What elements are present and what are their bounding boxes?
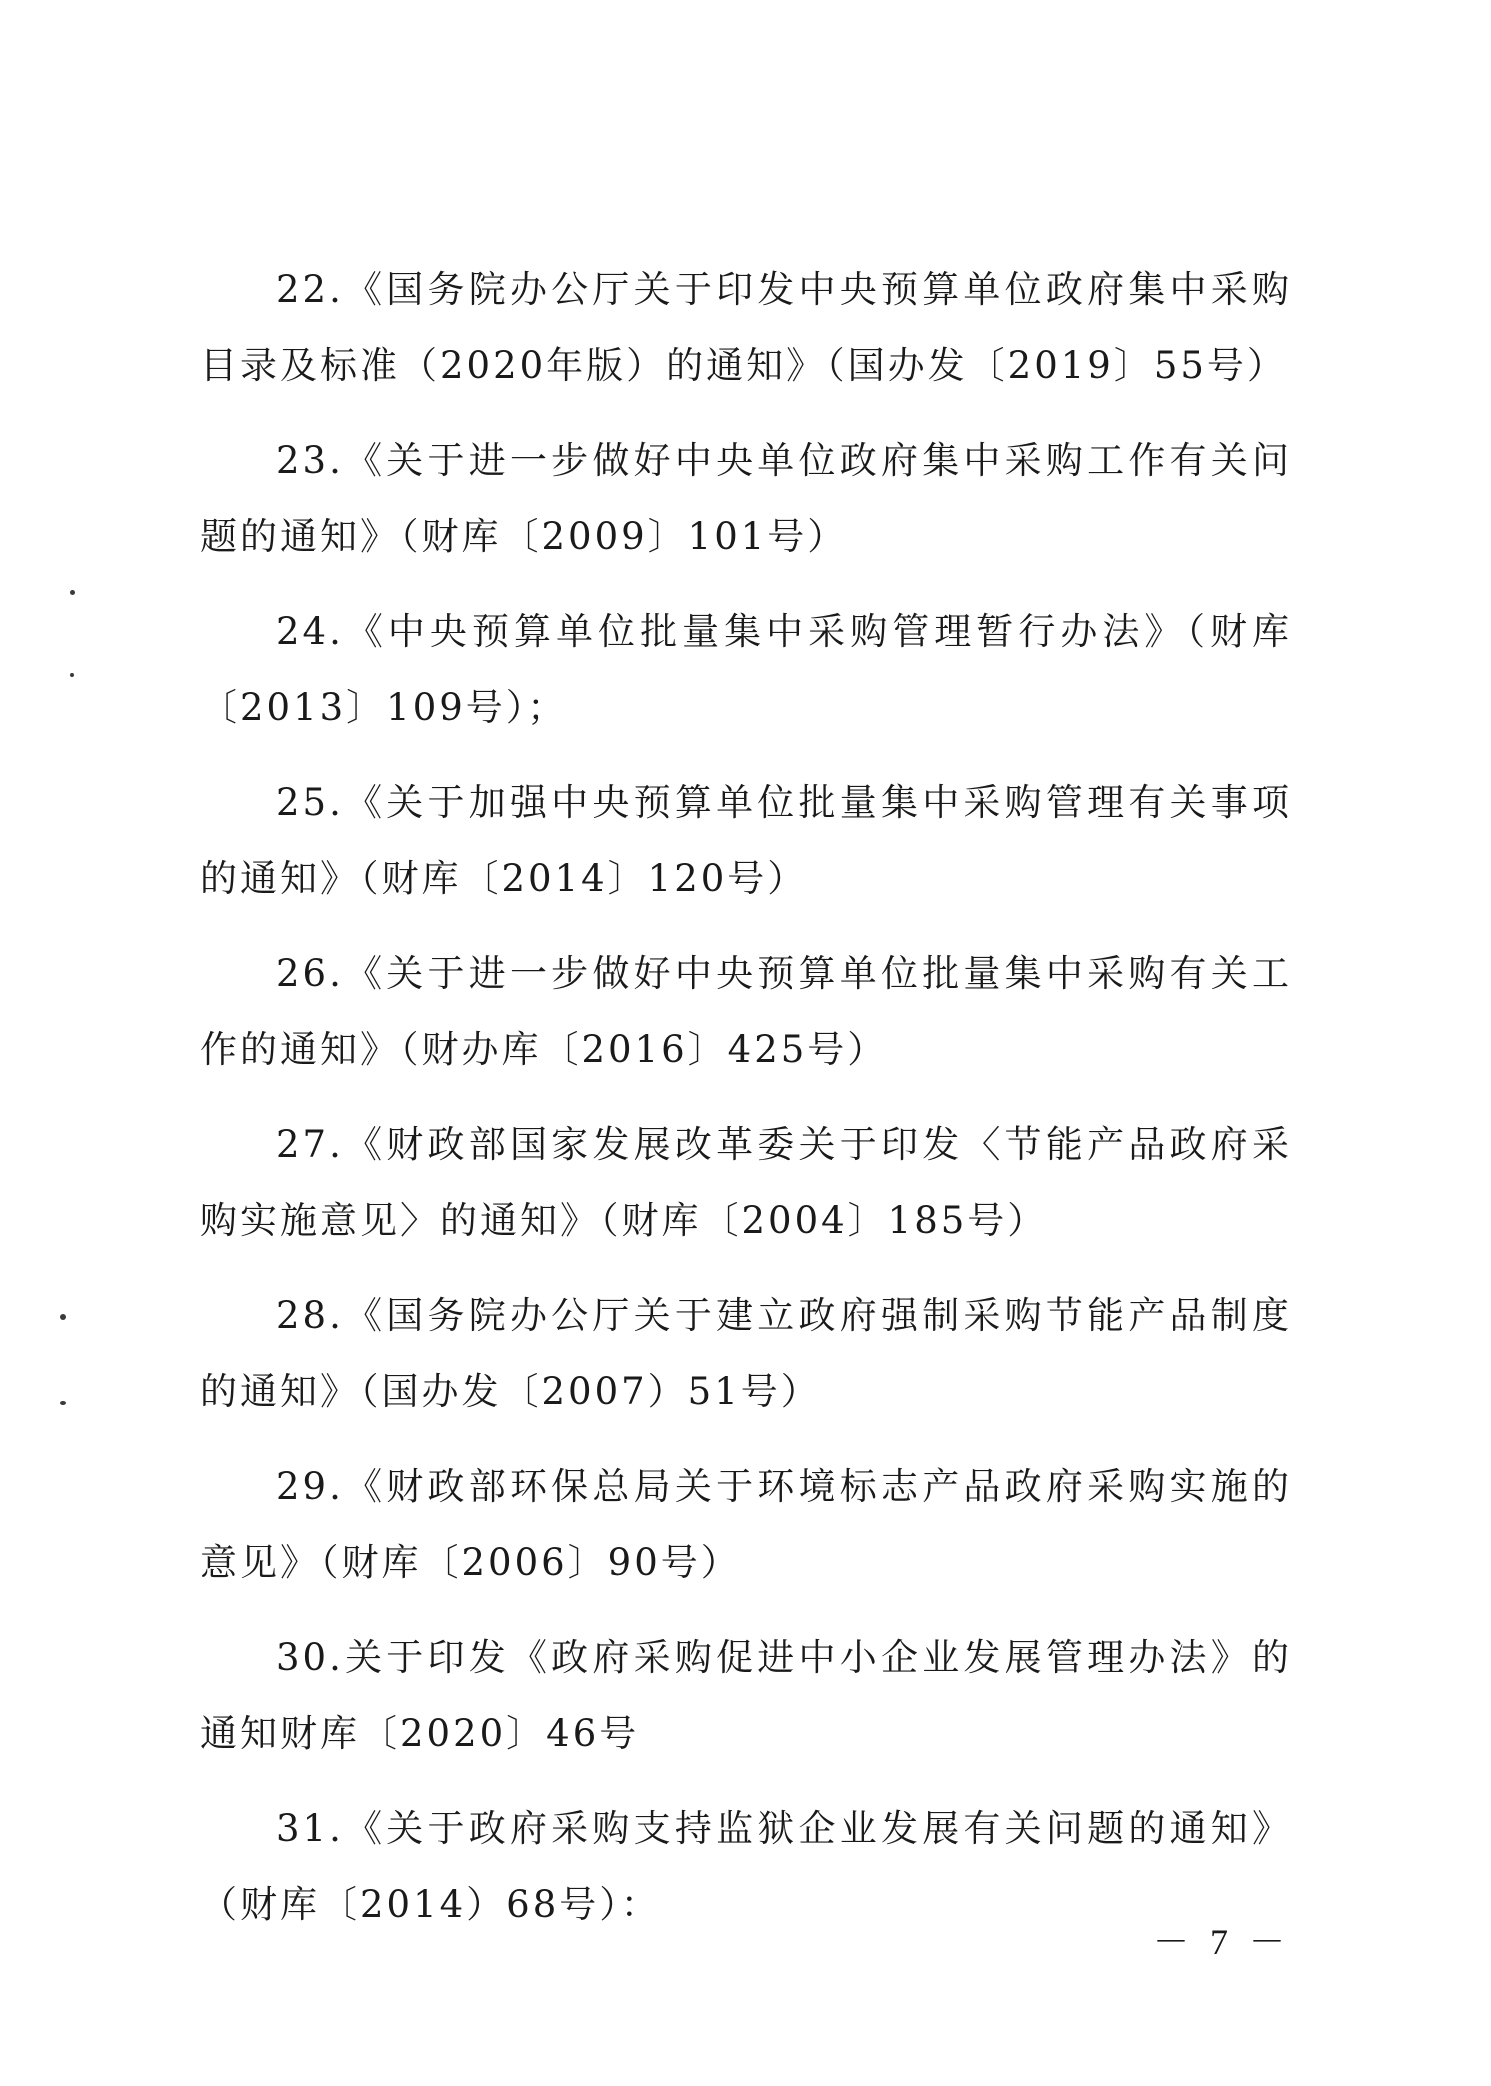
list-item: 29.《财政部环保总局关于环境标志产品政府采购实施的意见》（财库〔2006〕90号） — [200, 1465, 1292, 1584]
scan-speck — [70, 673, 74, 677]
scan-speck — [70, 590, 75, 595]
list-item: 28.《国务院办公厅关于建立政府强制采购节能产品制度的通知》（国办发〔2007）51号） — [200, 1294, 1292, 1413]
list-item: 23.《关于进一步做好中央单位政府集中采购工作有关问题的通知》（财库〔2009〕101号） — [200, 439, 1292, 558]
page-number: － 7 － — [1152, 1922, 1291, 1962]
list-item: 26.《关于进一步做好中央预算单位批量集中采购有关工作的通知》（财办库〔2016〕425号） — [200, 952, 1292, 1071]
list-item: 30.关于印发《政府采购促进中小企业发展管理办法》的通知财库〔2020〕46号 — [200, 1636, 1292, 1755]
list-item: 25.《关于加强中央预算单位批量集中采购管理有关事项的通知》（财库〔2014〕120号） — [200, 781, 1292, 900]
list-item: 24.《中央预算单位批量集中采购管理暂行办法》（财库〔2013〕109号）； — [200, 610, 1292, 729]
scan-speck — [60, 1401, 66, 1405]
list-item: 22.《国务院办公厅关于印发中央预算单位政府集中采购目录及标准（2020年版）的通知》（国办发〔2019〕55号） — [200, 268, 1292, 387]
regulation-list — [200, 252, 1292, 1962]
list-item: 31.《关于政府采购支持监狱企业发展有关问题的通知》（财库〔2014）68号）： — [200, 1807, 1292, 1926]
scan-speck — [60, 1314, 66, 1320]
list-item: 27.《财政部国家发展改革委关于印发〈节能产品政府采购实施意见〉的通知》（财库〔2004〕185号） — [200, 1123, 1292, 1242]
